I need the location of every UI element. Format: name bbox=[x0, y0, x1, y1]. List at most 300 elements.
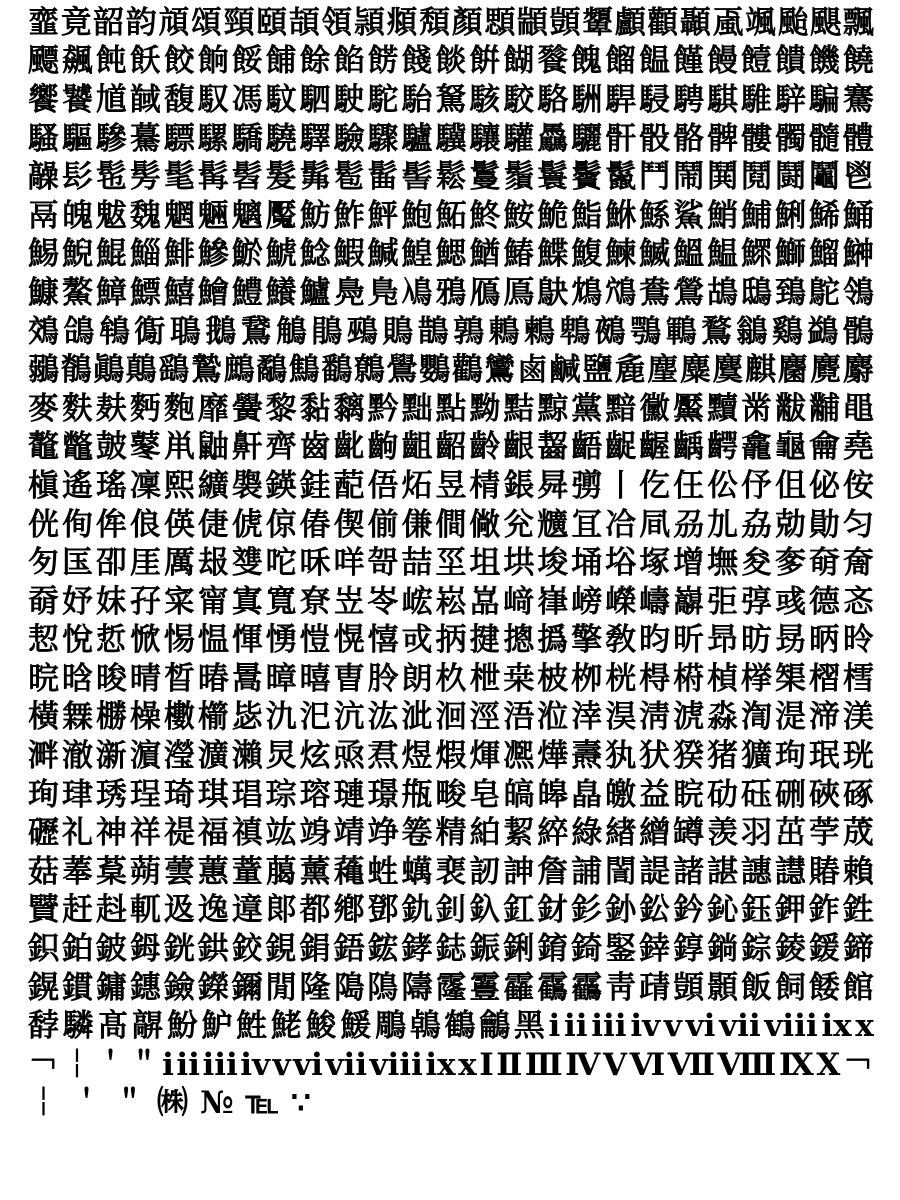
glyph: 傔 bbox=[401, 506, 433, 543]
glyph: 洄 bbox=[435, 699, 467, 736]
glyph: 鴃 bbox=[537, 274, 569, 311]
glyph: 匤 bbox=[61, 545, 93, 582]
glyph: 鈐 bbox=[673, 892, 705, 929]
glyph-row bbox=[28, 622, 874, 661]
glyph: 魲 bbox=[201, 1008, 233, 1045]
glyph: 槢 bbox=[808, 660, 840, 697]
glyph: 鱧 bbox=[231, 274, 263, 311]
glyph: 鴿 bbox=[63, 313, 95, 350]
glyph: 驫 bbox=[537, 120, 569, 157]
glyph: 靕 bbox=[639, 969, 671, 1006]
glyph: 羽 bbox=[741, 815, 773, 852]
glyph: 鰄 bbox=[639, 236, 671, 273]
glyph: 黑 bbox=[513, 1008, 545, 1045]
glyph: Ⅲ bbox=[524, 1046, 563, 1083]
glyph: 駝 bbox=[367, 81, 399, 118]
glyph: 霳 bbox=[435, 969, 467, 1006]
glyph: 訒 bbox=[469, 853, 501, 890]
glyph: 抦 bbox=[435, 622, 467, 659]
glyph: 驤 bbox=[469, 120, 501, 157]
glyph: ⅲ bbox=[591, 1008, 627, 1045]
glyph: 鈺 bbox=[741, 892, 773, 929]
glyph: 暲 bbox=[265, 660, 297, 697]
glyph: ⅰ bbox=[548, 1008, 561, 1045]
glyph: 棏 bbox=[639, 660, 671, 697]
glyph: 焏 bbox=[333, 738, 365, 775]
glyph: ⅷ bbox=[764, 1008, 818, 1045]
glyph: 髱 bbox=[333, 159, 365, 196]
glyph: 騏 bbox=[707, 81, 739, 118]
glyph: 鈊 bbox=[707, 892, 739, 929]
glyph: 益 bbox=[639, 776, 671, 813]
glyph: 駛 bbox=[333, 81, 365, 118]
glyph-row bbox=[28, 197, 874, 236]
glyph: 鯒 bbox=[842, 197, 874, 234]
glyph: 錂 bbox=[774, 931, 806, 968]
glyph: 弴 bbox=[741, 583, 773, 620]
glyph: 髑 bbox=[774, 120, 806, 157]
glyph: 馮 bbox=[231, 81, 263, 118]
glyph: 鄕 bbox=[333, 892, 365, 929]
glyph: 鱶 bbox=[265, 274, 297, 311]
glyph: 寀 bbox=[163, 583, 195, 620]
glyph: 諶 bbox=[707, 853, 739, 890]
glyph: 駱 bbox=[537, 81, 569, 118]
glyph: 鯢 bbox=[61, 236, 93, 273]
glyph: 飫 bbox=[129, 43, 161, 80]
glyph: 黯 bbox=[605, 390, 637, 427]
glyph: 餡 bbox=[333, 43, 365, 80]
glyph: 皷 bbox=[95, 429, 127, 466]
glyph: 鷸 bbox=[256, 352, 288, 389]
glyph: 颯 bbox=[745, 4, 777, 41]
glyph: 驀 bbox=[129, 120, 161, 157]
glyph-row bbox=[28, 1085, 874, 1124]
glyph: 鷂 bbox=[158, 352, 190, 389]
glyph: 暙 bbox=[197, 660, 229, 697]
glyph: 橾 bbox=[129, 699, 161, 736]
glyph: 鮻 bbox=[305, 1008, 337, 1045]
glyph: 遧 bbox=[231, 892, 263, 929]
glyph: 恝 bbox=[28, 622, 59, 659]
glyph: 騙 bbox=[808, 81, 840, 118]
glyph: 墲 bbox=[707, 545, 739, 582]
glyph-row bbox=[28, 467, 874, 506]
glyph: 薰 bbox=[299, 853, 331, 890]
glyph: 麈 bbox=[647, 352, 679, 389]
glyph: 鷓 bbox=[223, 352, 255, 389]
glyph: 煇 bbox=[469, 738, 501, 775]
glyph: 釞 bbox=[469, 892, 501, 929]
glyph: 顱 bbox=[614, 4, 646, 41]
glyph: ＇ bbox=[71, 1085, 102, 1122]
glyph: 逸 bbox=[197, 892, 229, 929]
glyph: 伀 bbox=[707, 467, 739, 504]
glyph: 增 bbox=[673, 545, 705, 582]
glyph: 偰 bbox=[333, 506, 365, 543]
glyph: 髜 bbox=[132, 1008, 164, 1045]
glyph: 鵁 bbox=[28, 313, 59, 350]
glyph: 﨡 bbox=[367, 853, 399, 890]
glyph: 鉑 bbox=[61, 931, 93, 968]
glyph: 賴 bbox=[842, 853, 874, 890]
glyph: 竟 bbox=[60, 4, 92, 41]
glyph: 餬 bbox=[503, 43, 535, 80]
glyph: 櫤 bbox=[197, 699, 229, 736]
glyph: 點 bbox=[435, 390, 467, 427]
glyph: 畯 bbox=[435, 776, 467, 813]
glyph: 橫 bbox=[28, 699, 59, 736]
glyph: 鷁 bbox=[807, 313, 839, 350]
glyph: 餒 bbox=[231, 43, 263, 80]
glyph: 髻 bbox=[401, 159, 433, 196]
glyph: 暿 bbox=[299, 660, 331, 697]
glyph: 鰔 bbox=[367, 236, 399, 273]
glyph: 犱 bbox=[605, 738, 637, 775]
glyph: 騷 bbox=[28, 120, 59, 157]
glyph: 鬢 bbox=[571, 159, 603, 196]
glyph: ㈱ bbox=[157, 1085, 188, 1122]
glyph: 鸙 bbox=[479, 1008, 511, 1045]
glyph: 彧 bbox=[774, 583, 806, 620]
glyph: 琩 bbox=[231, 776, 263, 813]
glyph: 髞 bbox=[28, 159, 59, 196]
glyph: 槇 bbox=[28, 467, 59, 504]
glyph: 鰒 bbox=[571, 236, 603, 273]
glyph: 髓 bbox=[808, 120, 840, 157]
glyph: 髣 bbox=[129, 159, 161, 196]
glyph: 靖 bbox=[333, 815, 365, 852]
glyph: 甯 bbox=[197, 583, 229, 620]
glyph: 僴 bbox=[435, 506, 467, 543]
glyph: 鸛 bbox=[451, 352, 483, 389]
glyph: 﨟 bbox=[265, 853, 297, 890]
glyph: ⅶ bbox=[719, 1008, 761, 1045]
glyph: 鶸 bbox=[28, 352, 59, 389]
glyph: 駲 bbox=[571, 81, 603, 118]
glyph: 鶴 bbox=[444, 1008, 476, 1045]
glyph: 黐 bbox=[333, 390, 365, 427]
glyph: 侒 bbox=[842, 467, 874, 504]
glyph: 髫 bbox=[231, 159, 263, 196]
glyph: 楨 bbox=[707, 660, 739, 697]
glyph: 鶤 bbox=[665, 313, 697, 350]
glyph: 羡 bbox=[707, 815, 739, 852]
glyph: 桒 bbox=[503, 660, 535, 697]
glyph: 顓 bbox=[516, 4, 548, 41]
glyph: 錡 bbox=[571, 931, 603, 968]
glyph: 蘒 bbox=[333, 853, 365, 890]
glyph: 鰛 bbox=[707, 236, 739, 273]
glyph: 諸 bbox=[673, 853, 705, 890]
glyph: 珉 bbox=[808, 738, 840, 775]
glyph: Ⅷ bbox=[717, 1046, 777, 1083]
glyph: 釗 bbox=[435, 892, 467, 929]
glyph: 鵄 bbox=[774, 274, 806, 311]
glyph: 巐 bbox=[673, 583, 705, 620]
glyph: 塚 bbox=[639, 545, 671, 582]
glyph: 頸 bbox=[223, 4, 255, 41]
glyph: 鵑 bbox=[311, 313, 343, 350]
glyph: 鋕 bbox=[435, 931, 467, 968]
glyph: 鵲 bbox=[417, 313, 449, 350]
glyph: 鬣 bbox=[605, 159, 637, 196]
glyph: 鬚 bbox=[503, 159, 535, 196]
glyph: 隆 bbox=[299, 969, 331, 1006]
glyph: 炫 bbox=[299, 738, 331, 775]
glyph: 鶚 bbox=[630, 313, 662, 350]
glyph: 蕙 bbox=[197, 853, 229, 890]
glyph: 俍 bbox=[129, 506, 161, 543]
glyph: ⅴ bbox=[663, 1008, 682, 1045]
glyph-row bbox=[28, 583, 874, 622]
glyph: 頴 bbox=[353, 4, 385, 41]
glyph: 崧 bbox=[435, 583, 467, 620]
glyph: 涬 bbox=[571, 699, 603, 736]
glyph: 硺 bbox=[842, 776, 874, 813]
glyph: 齦 bbox=[503, 429, 535, 466]
glyph: 鋻 bbox=[605, 931, 637, 968]
glyph: 譿 bbox=[774, 853, 806, 890]
glyph: 枻 bbox=[469, 660, 501, 697]
glyph: 鹵 bbox=[516, 352, 548, 389]
glyph: 惲 bbox=[231, 622, 263, 659]
glyph: 蕫 bbox=[231, 853, 263, 890]
glyph: 璟 bbox=[367, 776, 399, 813]
glyph-row bbox=[28, 737, 874, 776]
glyph: 齣 bbox=[367, 429, 399, 466]
glyph: 鰈 bbox=[537, 236, 569, 273]
glyph: 曺 bbox=[333, 660, 365, 697]
glyph: 黹 bbox=[741, 390, 773, 427]
glyph: 鈆 bbox=[639, 892, 671, 929]
glyph: 飩 bbox=[95, 43, 127, 80]
glyph: 埈 bbox=[537, 545, 569, 582]
glyph: 鄧 bbox=[367, 892, 399, 929]
glyph: 﨑 bbox=[503, 583, 535, 620]
glyph: 犾 bbox=[639, 738, 671, 775]
glyph: 惕 bbox=[163, 622, 195, 659]
glyph: 霻 bbox=[469, 969, 501, 1006]
glyph: ＂ bbox=[114, 1085, 145, 1122]
glyph: 訷 bbox=[503, 853, 535, 890]
glyph: 緖 bbox=[605, 815, 637, 852]
glyph: 澈 bbox=[61, 738, 93, 775]
glyph: 坥 bbox=[469, 545, 501, 582]
glyph: 昞 bbox=[808, 622, 840, 659]
glyph: 鰌 bbox=[469, 236, 501, 273]
glyph: 麌 bbox=[712, 352, 744, 389]
glyph: 館 bbox=[842, 969, 874, 1006]
glyph: 齡 bbox=[469, 429, 501, 466]
glyph: 桄 bbox=[605, 660, 637, 697]
glyph: 渧 bbox=[808, 699, 840, 736]
glyph: 餤 bbox=[435, 43, 467, 80]
glyph: 神 bbox=[95, 815, 127, 852]
glyph: 憘 bbox=[367, 622, 399, 659]
glyph: Ⅱ bbox=[496, 1046, 523, 1083]
glyph: 骭 bbox=[605, 120, 637, 157]
glyph: 赶 bbox=[61, 892, 93, 929]
glyph: 琦 bbox=[163, 776, 195, 813]
glyph-row bbox=[28, 1007, 874, 1046]
glyph: 鳬 bbox=[367, 274, 399, 311]
glyph: 瑤 bbox=[95, 467, 127, 504]
glyph: 鴣 bbox=[707, 274, 739, 311]
glyph: 颪 bbox=[712, 4, 744, 41]
glyph: 齊 bbox=[265, 429, 297, 466]
glyph: 垬 bbox=[503, 545, 535, 582]
glyph: 黽 bbox=[842, 390, 874, 427]
glyph: 倞 bbox=[265, 506, 297, 543]
glyph-row bbox=[28, 506, 874, 545]
glyph: 釚 bbox=[401, 892, 433, 929]
glyph: 贒 bbox=[28, 892, 59, 929]
glyph: ￢ bbox=[28, 1046, 59, 1083]
glyph: 騫 bbox=[842, 81, 874, 118]
glyph: 璉 bbox=[333, 776, 365, 813]
glyph: 饋 bbox=[774, 43, 806, 80]
glyph: 饉 bbox=[673, 43, 705, 80]
glyph: 鵝 bbox=[205, 313, 237, 350]
glyph: 炅 bbox=[265, 738, 297, 775]
glyph: 蠇 bbox=[401, 853, 433, 890]
glyph: 悅 bbox=[61, 622, 93, 659]
glyph: 琮 bbox=[265, 776, 297, 813]
glyph: 鼾 bbox=[231, 429, 263, 466]
glyph: 韲 bbox=[28, 4, 59, 41]
glyph: 鰓 bbox=[435, 236, 467, 273]
glyph: 鯔 bbox=[129, 236, 161, 273]
glyph: 釭 bbox=[503, 892, 535, 929]
glyph: 揵 bbox=[469, 622, 501, 659]
glyph: 刕 bbox=[673, 506, 705, 543]
glyph: Ⅰ bbox=[479, 1046, 494, 1083]
glyph: 鋹 bbox=[503, 467, 535, 504]
glyph: 砡 bbox=[741, 776, 773, 813]
glyph: 麭 bbox=[163, 390, 195, 427]
glyph: 驩 bbox=[503, 120, 535, 157]
glyph: 伃 bbox=[741, 467, 773, 504]
glyph: 昱 bbox=[435, 467, 467, 504]
glyph: 麕 bbox=[777, 352, 809, 389]
glyph: 猪 bbox=[707, 738, 739, 775]
glyph: 德 bbox=[808, 583, 840, 620]
glyph: 綷 bbox=[537, 815, 569, 852]
glyph: 愰 bbox=[333, 622, 365, 659]
glyph: 鼕 bbox=[129, 429, 161, 466]
glyph-row bbox=[28, 236, 874, 275]
glyph: 鵆 bbox=[134, 313, 166, 350]
glyph: 禔 bbox=[163, 815, 195, 852]
glyph: 鋐 bbox=[367, 931, 399, 968]
glyph: 鵫 bbox=[409, 1008, 441, 1045]
glyph: 騁 bbox=[673, 81, 705, 118]
glyph: 鬘 bbox=[469, 159, 501, 196]
glyph-row bbox=[28, 969, 874, 1008]
glyph: 頌 bbox=[190, 4, 222, 41]
glyph: 鼬 bbox=[197, 429, 229, 466]
glyph: 頤 bbox=[256, 4, 288, 41]
glyph: 鴆 bbox=[571, 274, 603, 311]
glyph: Ⅴ bbox=[602, 1046, 627, 1083]
glyph: 鸚 bbox=[419, 352, 451, 389]
glyph: 鹹 bbox=[549, 352, 581, 389]
glyph: 髏 bbox=[741, 120, 773, 157]
glyph: 鶩 bbox=[701, 313, 733, 350]
glyph: 釮 bbox=[537, 892, 569, 929]
glyph: 鰕 bbox=[333, 236, 365, 273]
glyph: 坙 bbox=[435, 545, 467, 582]
glyph: 煜 bbox=[401, 738, 433, 775]
glyph: 咩 bbox=[333, 545, 365, 582]
glyph: 鳧 bbox=[333, 274, 365, 311]
glyph: 銧 bbox=[163, 931, 195, 968]
glyph: 鮱 bbox=[270, 1008, 302, 1045]
glyph: 玽 bbox=[774, 738, 806, 775]
glyph: 鯡 bbox=[163, 236, 195, 273]
glyph: 釤 bbox=[571, 892, 603, 929]
glyph: 奛 bbox=[808, 545, 840, 582]
glyph: 鱚 bbox=[163, 274, 195, 311]
glyph: 黜 bbox=[401, 390, 433, 427]
glyph: 鏸 bbox=[129, 969, 161, 1006]
glyph: Ⅸ bbox=[778, 1046, 814, 1083]
glyph: 煆 bbox=[435, 738, 467, 775]
glyph: 鶲 bbox=[736, 313, 768, 350]
glyph: 鉙 bbox=[28, 931, 59, 968]
glyph: 黎 bbox=[265, 390, 297, 427]
glyph: 鵤 bbox=[275, 313, 307, 350]
glyph: 驂 bbox=[95, 120, 127, 157]
glyph: 譓 bbox=[741, 853, 773, 890]
glyph: 蓜 bbox=[333, 467, 365, 504]
glyph: 鬩 bbox=[741, 159, 773, 196]
glyph: 鴈 bbox=[469, 274, 501, 311]
glyph: 奣 bbox=[28, 583, 59, 620]
glyph: 鰲 bbox=[61, 274, 93, 311]
glyph: 蕓 bbox=[163, 853, 195, 890]
glyph: 魃 bbox=[95, 197, 127, 234]
glyph: 騂 bbox=[774, 81, 806, 118]
glyph: 彅 bbox=[571, 467, 603, 504]
glyph: 饐 bbox=[741, 43, 773, 80]
glyph: 鯆 bbox=[741, 197, 773, 234]
glyph: 劯 bbox=[707, 776, 739, 813]
glyph: 錝 bbox=[741, 931, 773, 968]
glyph: 餮 bbox=[537, 43, 569, 80]
glyph: 惞 bbox=[129, 622, 161, 659]
glyph: 軏 bbox=[129, 892, 161, 929]
glyph-row bbox=[28, 158, 874, 197]
glyph: 鰮 bbox=[673, 236, 705, 273]
glyph: 渼 bbox=[842, 699, 874, 736]
glyph: 鵺 bbox=[594, 313, 626, 350]
glyph: 鯰 bbox=[299, 236, 331, 273]
glyph: 餽 bbox=[571, 43, 603, 80]
glyph: 勛 bbox=[808, 506, 840, 543]
glyph-row bbox=[28, 351, 874, 390]
glyph: 叝 bbox=[197, 545, 229, 582]
glyph: 浯 bbox=[503, 699, 535, 736]
glyph: 鏆 bbox=[61, 969, 93, 1006]
glyph: 鬪 bbox=[774, 159, 806, 196]
glyph: 龜 bbox=[774, 429, 806, 466]
glyph: 竑 bbox=[265, 815, 297, 852]
glyph: 栁 bbox=[571, 660, 603, 697]
glyph: 鰤 bbox=[774, 236, 806, 273]
glyph: 隝 bbox=[367, 969, 399, 1006]
